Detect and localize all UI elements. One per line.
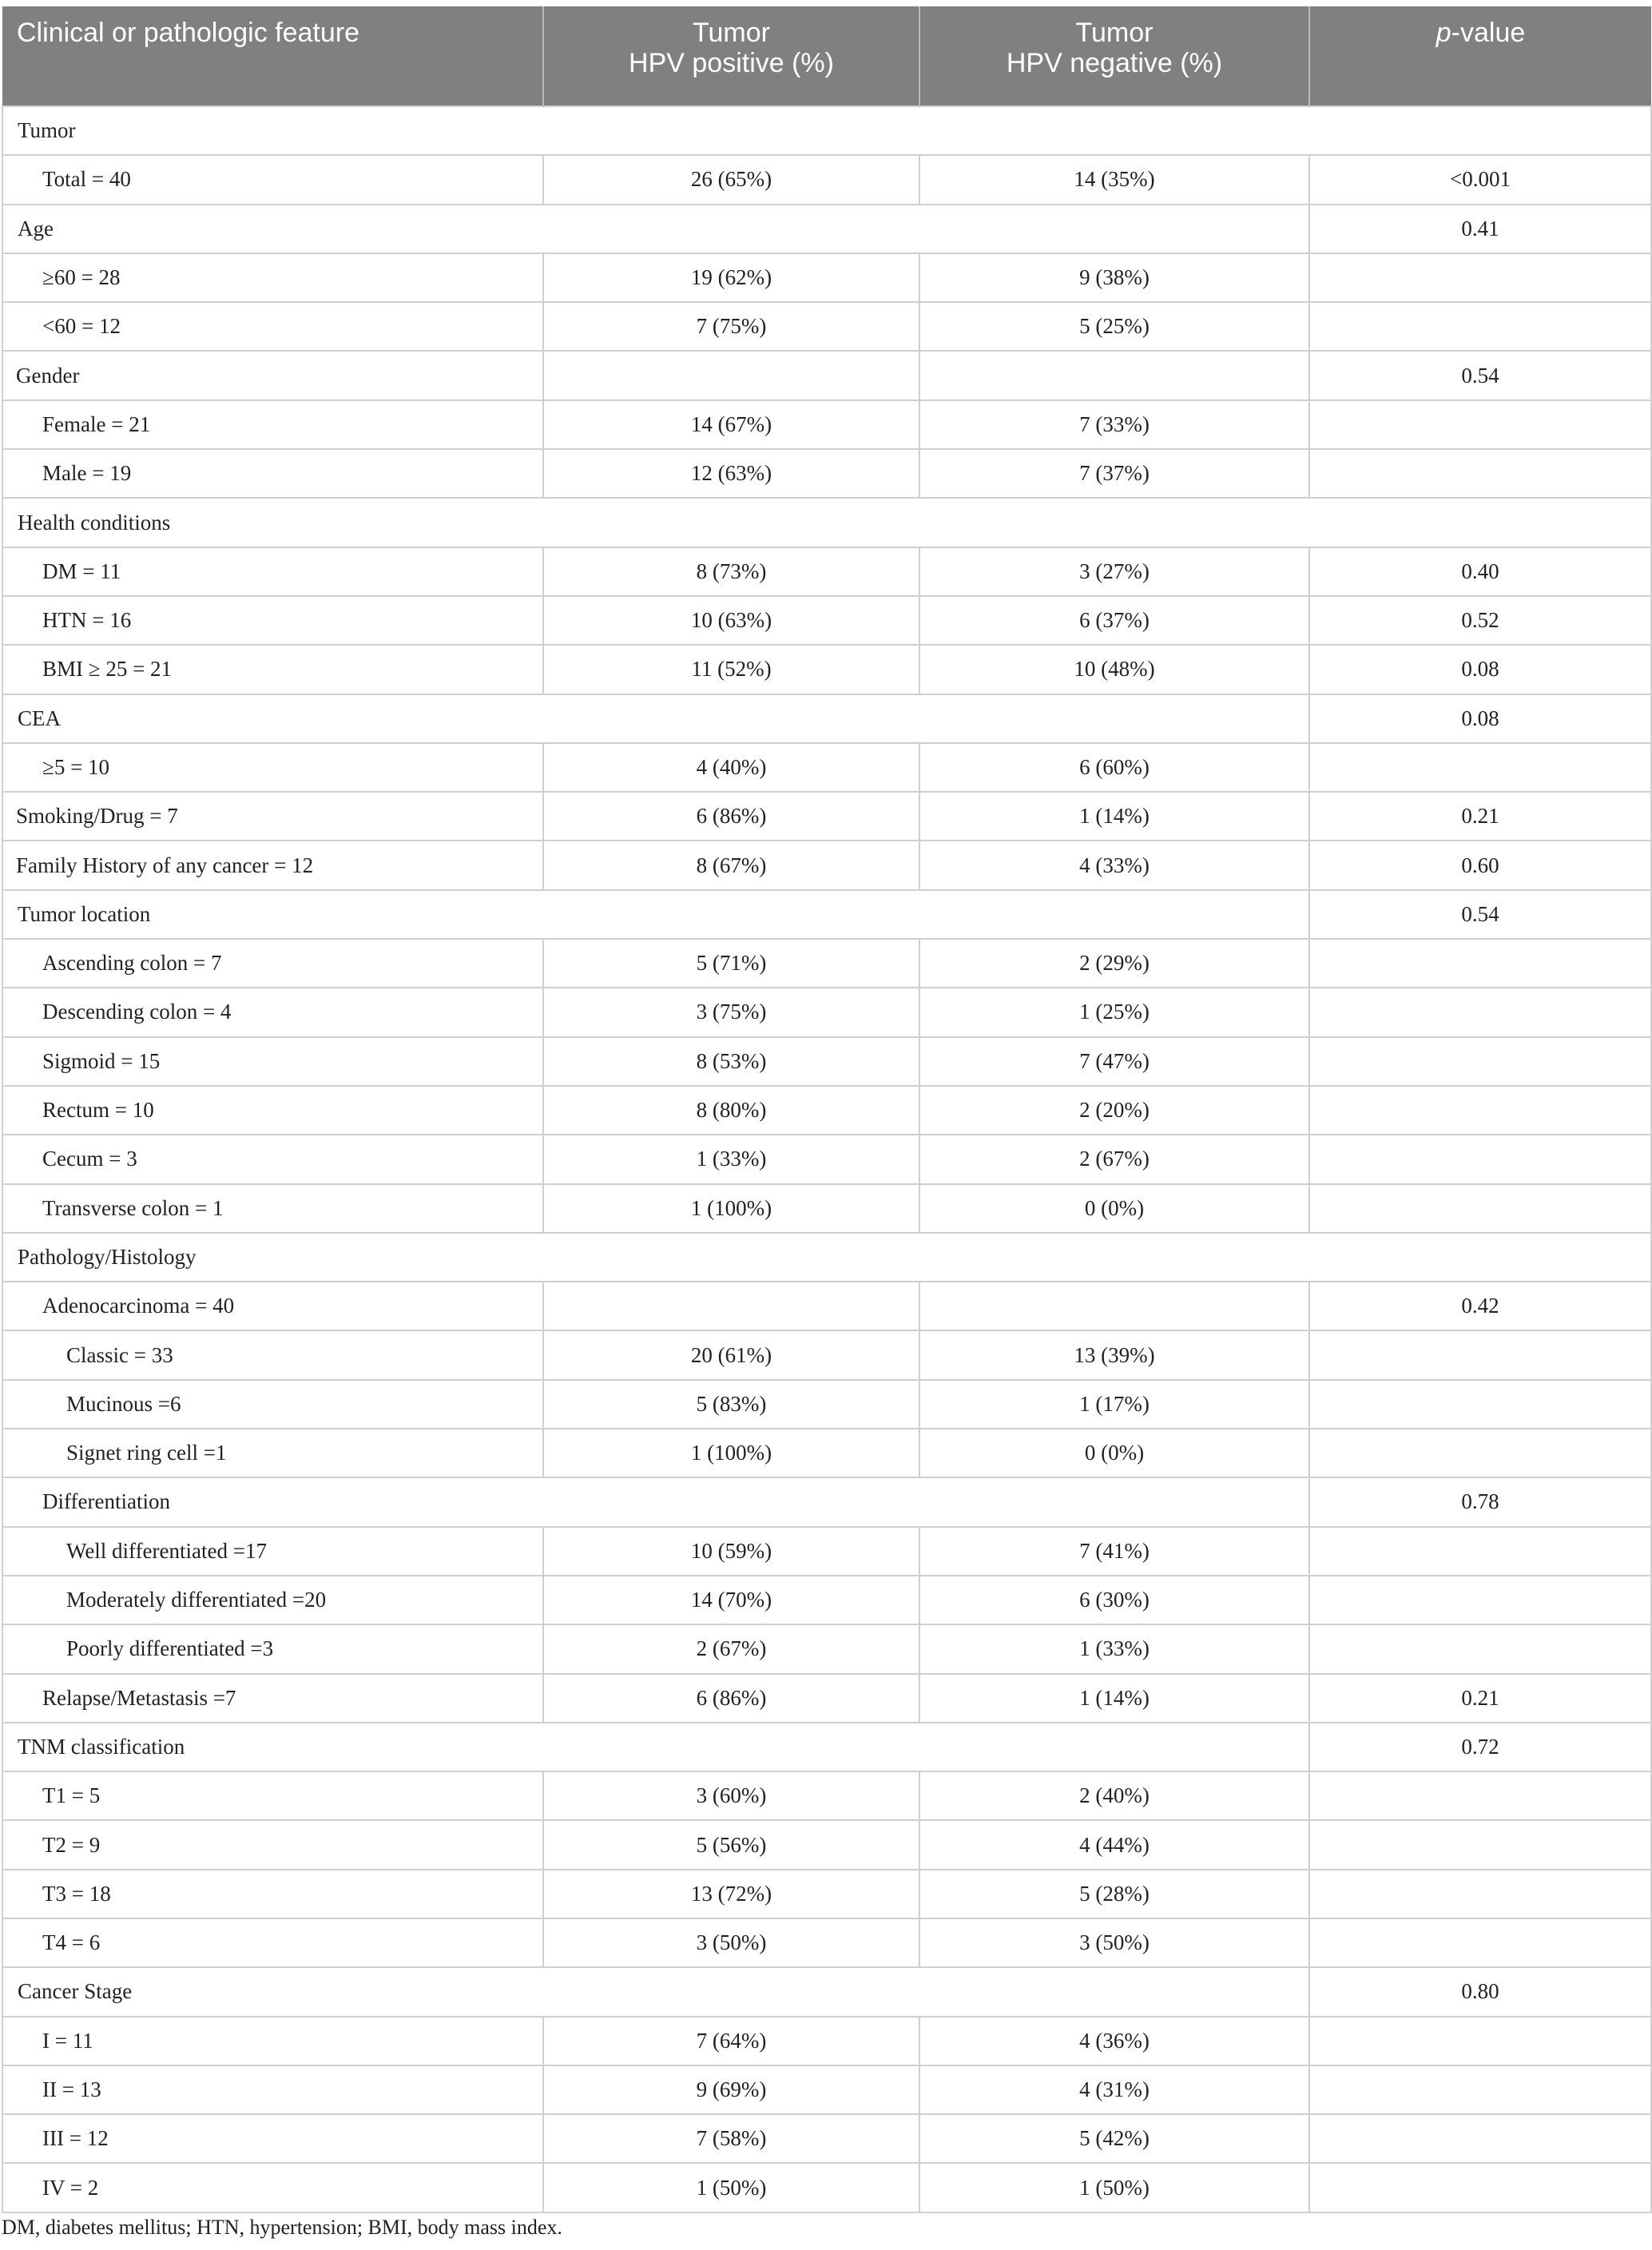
hpv-positive-cell: 6 (86%) xyxy=(543,1674,919,1723)
feature-cell: Pathology/Histology xyxy=(2,1233,1651,1282)
table-row xyxy=(2,1527,1651,1576)
header-hpv-negative-line2: HPV negative (%) xyxy=(1006,48,1223,78)
table-row xyxy=(2,792,1651,841)
p-value-cell: 0.78 xyxy=(1309,1477,1651,1526)
hpv-positive-cell: 4 (40%) xyxy=(543,743,919,792)
feature-cell: Adenocarcinoma = 40 xyxy=(2,1282,543,1330)
p-value-cell: 0.54 xyxy=(1309,890,1651,939)
section-row xyxy=(2,694,1651,743)
p-value-cell: 0.21 xyxy=(1309,1674,1651,1723)
feature-cell: ≥60 = 28 xyxy=(2,253,543,302)
p-value-cell xyxy=(1309,1184,1651,1233)
hpv-negative-cell: 1 (33%) xyxy=(919,1624,1309,1673)
table-row xyxy=(2,449,1651,498)
feature-cell: Family History of any cancer = 12 xyxy=(2,841,543,889)
hpv-negative-cell: 5 (42%) xyxy=(919,2114,1309,2163)
table-row xyxy=(2,2114,1651,2163)
feature-cell: Differentiation xyxy=(2,1477,1309,1526)
hpv-positive-cell xyxy=(543,351,919,400)
feature-cell: Age xyxy=(2,205,1309,253)
p-value-cell xyxy=(1309,939,1651,988)
section-row xyxy=(2,1723,1651,1771)
hpv-negative-cell: 5 (28%) xyxy=(919,1870,1309,1918)
section-row xyxy=(2,890,1651,939)
header-hpv-negative-line1: Tumor xyxy=(1075,18,1154,48)
hpv-positive-cell: 5 (71%) xyxy=(543,939,919,988)
hpv-negative-cell: 1 (50%) xyxy=(919,2163,1309,2212)
feature-cell: Classic = 33 xyxy=(2,1330,543,1379)
hpv-positive-cell: 1 (100%) xyxy=(543,1184,919,1233)
p-value-cell xyxy=(1309,1624,1651,1673)
p-value-cell: <0.001 xyxy=(1309,155,1651,204)
hpv-positive-cell: 8 (73%) xyxy=(543,547,919,596)
p-value-cell xyxy=(1309,1527,1651,1576)
table-row xyxy=(2,1037,1651,1086)
table-row xyxy=(2,1820,1651,1869)
p-value-cell: 0.72 xyxy=(1309,1723,1651,1771)
hpv-negative-cell: 0 (0%) xyxy=(919,1429,1309,1477)
table-header xyxy=(2,6,1651,106)
feature-cell: Transverse colon = 1 xyxy=(2,1184,543,1233)
p-value-cell xyxy=(1309,1870,1651,1918)
feature-cell: Well differentiated =17 xyxy=(2,1527,543,1576)
p-value-cell xyxy=(1309,743,1651,792)
hpv-positive-cell: 12 (63%) xyxy=(543,449,919,498)
hpv-negative-cell: 6 (60%) xyxy=(919,743,1309,792)
section-row xyxy=(2,498,1651,547)
feature-cell: Smoking/Drug = 7 xyxy=(2,792,543,841)
header-hpv-positive-line2: HPV positive (%) xyxy=(629,48,834,78)
p-value-cell xyxy=(1309,2163,1651,2212)
feature-cell: Rectum = 10 xyxy=(2,1086,543,1135)
table-row xyxy=(2,1086,1651,1135)
p-value-cell xyxy=(1309,2065,1651,2114)
p-value-cell xyxy=(1309,2114,1651,2163)
hpv-positive-cell: 14 (70%) xyxy=(543,1576,919,1624)
header-p-italic: p xyxy=(1436,18,1451,48)
header-feature-label: Clinical or pathologic feature xyxy=(17,18,360,48)
feature-cell: <60 = 12 xyxy=(2,302,543,351)
p-value-cell xyxy=(1309,1576,1651,1624)
table-row xyxy=(2,988,1651,1036)
header-p-value xyxy=(1309,6,1651,106)
table-row xyxy=(2,155,1651,204)
hpv-negative-cell xyxy=(919,1282,1309,1330)
table-row xyxy=(2,547,1651,596)
hpv-positive-cell: 14 (67%) xyxy=(543,400,919,449)
hpv-negative-cell: 1 (17%) xyxy=(919,1380,1309,1429)
table-row xyxy=(2,1918,1651,1967)
feature-cell: TNM classification xyxy=(2,1723,1309,1771)
hpv-negative-cell: 7 (41%) xyxy=(919,1527,1309,1576)
feature-cell: IV = 2 xyxy=(2,2163,543,2212)
hpv-negative-cell: 7 (47%) xyxy=(919,1037,1309,1086)
hpv-negative-cell: 9 (38%) xyxy=(919,253,1309,302)
table-row xyxy=(2,1771,1651,1820)
hpv-positive-cell: 10 (59%) xyxy=(543,1527,919,1576)
hpv-negative-cell: 13 (39%) xyxy=(919,1330,1309,1379)
hpv-positive-cell: 1 (100%) xyxy=(543,1429,919,1477)
table-row xyxy=(2,253,1651,302)
hpv-negative-cell: 1 (14%) xyxy=(919,1674,1309,1723)
feature-cell: Mucinous =6 xyxy=(2,1380,543,1429)
p-value-cell xyxy=(1309,1330,1651,1379)
feature-cell: III = 12 xyxy=(2,2114,543,2163)
p-value-cell xyxy=(1309,449,1651,498)
feature-cell: Cancer Stage xyxy=(2,1967,1309,2016)
feature-cell: Tumor xyxy=(2,106,1651,155)
p-value-cell: 0.42 xyxy=(1309,1282,1651,1330)
header-hpv-positive-line1: Tumor xyxy=(693,18,770,48)
p-value-cell xyxy=(1309,302,1651,351)
p-value-cell: 0.60 xyxy=(1309,841,1651,889)
hpv-positive-cell: 3 (75%) xyxy=(543,988,919,1036)
hpv-negative-cell: 14 (35%) xyxy=(919,155,1309,204)
p-value-cell: 0.54 xyxy=(1309,351,1651,400)
p-value-cell: 0.40 xyxy=(1309,547,1651,596)
table-row xyxy=(2,1576,1651,1624)
hpv-negative-cell: 7 (37%) xyxy=(919,449,1309,498)
table-row xyxy=(2,743,1651,792)
hpv-positive-cell xyxy=(543,1282,919,1330)
table-row xyxy=(2,1282,1651,1330)
table-row xyxy=(2,1674,1651,1723)
table-row xyxy=(2,1380,1651,1429)
feature-cell: Descending colon = 4 xyxy=(2,988,543,1036)
p-value-cell xyxy=(1309,400,1651,449)
feature-cell: DM = 11 xyxy=(2,547,543,596)
feature-cell: Cecum = 3 xyxy=(2,1135,543,1183)
table-row xyxy=(2,400,1651,449)
feature-cell: BMI ≥ 25 = 21 xyxy=(2,645,543,694)
feature-cell: II = 13 xyxy=(2,2065,543,2114)
hpv-positive-cell: 7 (75%) xyxy=(543,302,919,351)
table-row xyxy=(2,596,1651,645)
table-row xyxy=(2,1135,1651,1183)
table-body xyxy=(2,106,1651,2212)
p-value-cell xyxy=(1309,988,1651,1036)
hpv-negative-cell: 7 (33%) xyxy=(919,400,1309,449)
feature-cell: T4 = 6 xyxy=(2,1918,543,1967)
hpv-positive-cell: 11 (52%) xyxy=(543,645,919,694)
table-row xyxy=(2,1184,1651,1233)
hpv-negative-cell: 2 (40%) xyxy=(919,1771,1309,1820)
feature-cell: T2 = 9 xyxy=(2,1820,543,1869)
p-value-cell xyxy=(1309,2017,1651,2065)
p-value-cell xyxy=(1309,1037,1651,1086)
hpv-positive-cell: 7 (64%) xyxy=(543,2017,919,2065)
hpv-positive-cell: 1 (50%) xyxy=(543,2163,919,2212)
p-value-cell xyxy=(1309,1135,1651,1183)
feature-cell: Ascending colon = 7 xyxy=(2,939,543,988)
feature-cell: Relapse/Metastasis =7 xyxy=(2,1674,543,1723)
hpv-positive-cell: 1 (33%) xyxy=(543,1135,919,1183)
p-value-cell xyxy=(1309,1086,1651,1135)
feature-cell: T1 = 5 xyxy=(2,1771,543,1820)
p-value-cell: 0.21 xyxy=(1309,792,1651,841)
header-feature xyxy=(2,6,543,106)
table-row xyxy=(2,1330,1651,1379)
hpv-positive-cell: 3 (50%) xyxy=(543,1918,919,1967)
p-value-cell xyxy=(1309,253,1651,302)
section-row xyxy=(2,1477,1651,1526)
table-container xyxy=(2,6,1650,2213)
section-row xyxy=(2,1967,1651,2016)
hpv-positive-cell: 8 (80%) xyxy=(543,1086,919,1135)
feature-cell: I = 11 xyxy=(2,2017,543,2065)
table-row xyxy=(2,1624,1651,1673)
hpv-positive-cell: 5 (56%) xyxy=(543,1820,919,1869)
p-value-cell xyxy=(1309,1429,1651,1477)
hpv-negative-cell: 3 (50%) xyxy=(919,1918,1309,1967)
table-row xyxy=(2,2163,1651,2212)
hpv-negative-cell: 5 (25%) xyxy=(919,302,1309,351)
hpv-negative-cell: 4 (36%) xyxy=(919,2017,1309,2065)
hpv-positive-cell: 26 (65%) xyxy=(543,155,919,204)
feature-cell: HTN = 16 xyxy=(2,596,543,645)
hpv-negative-cell: 1 (14%) xyxy=(919,792,1309,841)
hpv-negative-cell: 2 (29%) xyxy=(919,939,1309,988)
hpv-positive-cell: 9 (69%) xyxy=(543,2065,919,2114)
feature-cell: Male = 19 xyxy=(2,449,543,498)
feature-cell: Moderately differentiated =20 xyxy=(2,1576,543,1624)
feature-cell: Female = 21 xyxy=(2,400,543,449)
feature-cell: Tumor location xyxy=(2,890,1309,939)
hpv-negative-cell: 1 (25%) xyxy=(919,988,1309,1036)
hpv-negative-cell: 4 (33%) xyxy=(919,841,1309,889)
p-value-cell: 0.52 xyxy=(1309,596,1651,645)
hpv-negative-cell: 6 (30%) xyxy=(919,1576,1309,1624)
feature-cell: Poorly differentiated =3 xyxy=(2,1624,543,1673)
hpv-positive-cell: 20 (61%) xyxy=(543,1330,919,1379)
hpv-positive-cell: 8 (67%) xyxy=(543,841,919,889)
table-row xyxy=(2,1429,1651,1477)
hpv-negative-cell: 2 (67%) xyxy=(919,1135,1309,1183)
hpv-negative-cell: 0 (0%) xyxy=(919,1184,1309,1233)
hpv-positive-cell: 5 (83%) xyxy=(543,1380,919,1429)
hpv-positive-cell: 2 (67%) xyxy=(543,1624,919,1673)
p-value-cell xyxy=(1309,1820,1651,1869)
table-row xyxy=(2,2017,1651,2065)
hpv-positive-cell: 6 (86%) xyxy=(543,792,919,841)
hpv-negative-cell: 4 (44%) xyxy=(919,1820,1309,1869)
hpv-negative-cell: 4 (31%) xyxy=(919,2065,1309,2114)
hpv-positive-cell: 7 (58%) xyxy=(543,2114,919,2163)
section-row xyxy=(2,106,1651,155)
hpv-positive-cell: 8 (53%) xyxy=(543,1037,919,1086)
header-p-rest: -value xyxy=(1451,18,1526,48)
hpv-positive-cell: 10 (63%) xyxy=(543,596,919,645)
feature-cell: T3 = 18 xyxy=(2,1870,543,1918)
section-row xyxy=(2,205,1651,253)
table-row xyxy=(2,302,1651,351)
p-value-cell: 0.08 xyxy=(1309,694,1651,743)
feature-cell: Gender xyxy=(2,351,543,400)
p-value-cell xyxy=(1309,1918,1651,1967)
table-footnote: DM, diabetes mellitus; HTN, hypertension; BMI, body mass index. xyxy=(2,2216,562,2239)
hpv-negative-cell: 10 (48%) xyxy=(919,645,1309,694)
header-hpv-positive xyxy=(543,6,919,106)
feature-cell: Sigmoid = 15 xyxy=(2,1037,543,1086)
header-row xyxy=(2,6,1651,106)
hpv-negative-cell: 6 (37%) xyxy=(919,596,1309,645)
table-row xyxy=(2,939,1651,988)
feature-cell: Total = 40 xyxy=(2,155,543,204)
feature-cell: CEA xyxy=(2,694,1309,743)
table-row xyxy=(2,1870,1651,1918)
feature-cell: Health conditions xyxy=(2,498,1651,547)
hpv-negative-cell: 2 (20%) xyxy=(919,1086,1309,1135)
table-row xyxy=(2,645,1651,694)
section-row xyxy=(2,1233,1651,1282)
table-row xyxy=(2,351,1651,400)
header-hpv-negative xyxy=(919,6,1309,106)
p-value-cell: 0.80 xyxy=(1309,1967,1651,2016)
p-value-cell: 0.08 xyxy=(1309,645,1651,694)
hpv-negative-cell: 3 (27%) xyxy=(919,547,1309,596)
p-value-cell xyxy=(1309,1380,1651,1429)
table-row xyxy=(2,841,1651,889)
hpv-negative-cell xyxy=(919,351,1309,400)
hpv-positive-cell: 13 (72%) xyxy=(543,1870,919,1918)
feature-cell: ≥5 = 10 xyxy=(2,743,543,792)
p-value-cell: 0.41 xyxy=(1309,205,1651,253)
hpv-positive-cell: 19 (62%) xyxy=(543,253,919,302)
table-row xyxy=(2,2065,1651,2114)
data-table xyxy=(2,6,1652,2213)
hpv-positive-cell: 3 (60%) xyxy=(543,1771,919,1820)
p-value-cell xyxy=(1309,1771,1651,1820)
feature-cell: Signet ring cell =1 xyxy=(2,1429,543,1477)
